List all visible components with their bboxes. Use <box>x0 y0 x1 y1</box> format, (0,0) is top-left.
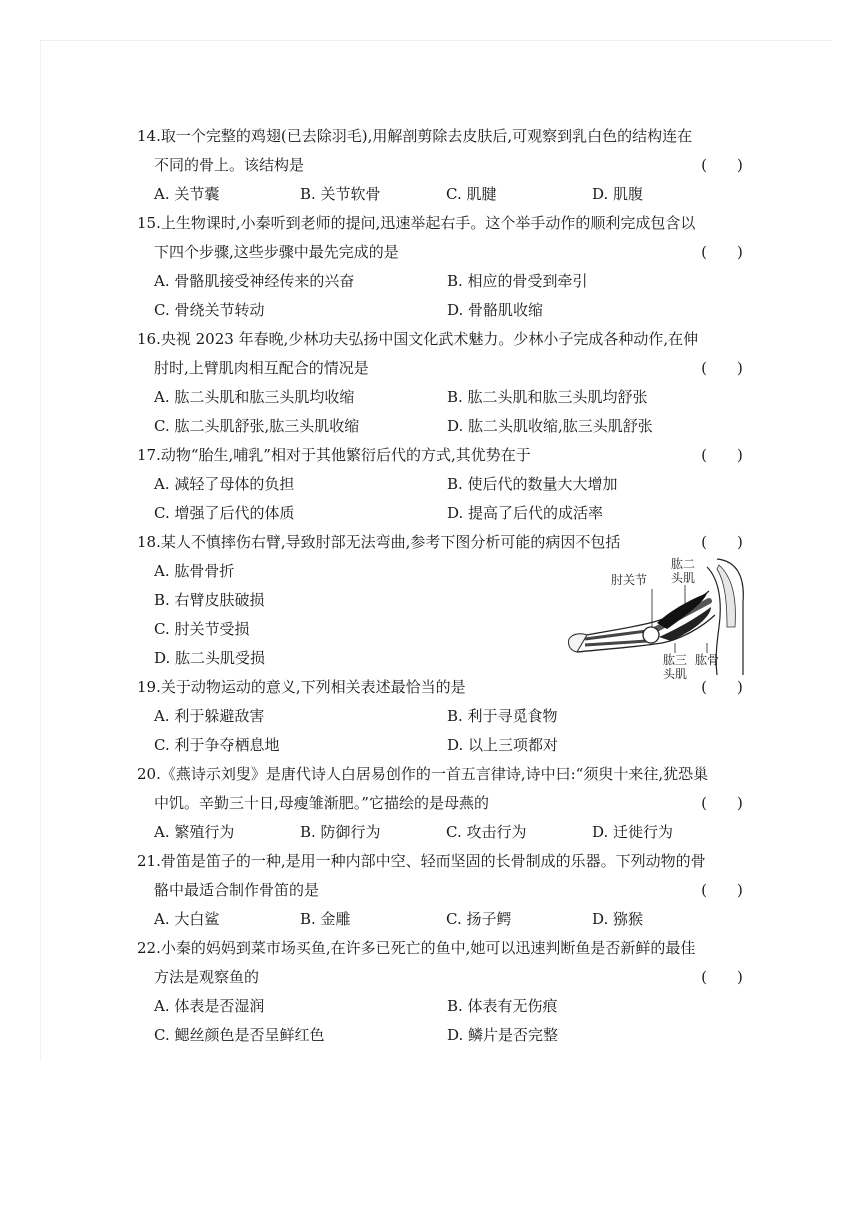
question-stem-line: 中饥。辛勤三十日,母瘦雏渐肥。”它描绘的是母燕的 <box>154 794 489 812</box>
label-humerus: 肱骨 <box>695 653 720 667</box>
option-a: A. 肱骨骨折 <box>154 562 235 580</box>
answer-paren: ( ) <box>701 678 743 696</box>
label-triceps: 肱三 头肌 <box>663 653 688 681</box>
question-19-options-row-2 <box>137 731 747 760</box>
answer-paren: ( ) <box>701 881 743 899</box>
answer-paren: ( ) <box>701 968 743 986</box>
question-17-stem <box>137 441 747 470</box>
question-16 <box>137 325 747 441</box>
question-14-stem <box>137 122 747 151</box>
option-b: B. 肱二头肌和肱三头肌均舒张 <box>447 388 648 406</box>
question-stem-line: 动物“胎生,哺乳”相对于其他繁衍后代的方式,其优势在于 <box>160 446 531 464</box>
question-16-options-row-2 <box>137 412 747 441</box>
question-17-options-row-1 <box>137 470 747 499</box>
option-c: C. 利于争夺栖息地 <box>154 736 280 754</box>
answer-paren: ( ) <box>701 359 743 377</box>
option-a: A. 骨骼肌接受神经传来的兴奋 <box>154 272 355 290</box>
option-d: D. 提高了后代的成活率 <box>447 504 604 522</box>
question-22 <box>137 934 747 1050</box>
question-number: 15. <box>137 214 161 232</box>
question-15-stem-line-2 <box>137 238 747 267</box>
option-c: C. 鳃丝颜色是否呈鲜红色 <box>154 1026 325 1044</box>
question-stem-line: 骼中最适合制作骨笛的是 <box>154 881 320 899</box>
option-d: D. 鳞片是否完整 <box>447 1026 559 1044</box>
option-c: C. 骨绕关节转动 <box>154 301 265 319</box>
option-a: A. 肱二头肌和肱三头肌均收缩 <box>154 388 355 406</box>
option-b: B. 关节软骨 <box>300 185 381 203</box>
question-stem-line: 某人不慎摔伤右臂,导致肘部无法弯曲,参考下图分析可能的病因不包括 <box>160 533 621 551</box>
question-stem-line: 央视 2023 年春晚,少林功夫弘扬中国文化武术魅力。少林小子完成各种动作,在伸 <box>160 330 699 348</box>
label-biceps: 肱二 头肌 <box>671 557 696 585</box>
question-18-stem <box>137 528 747 557</box>
option-a: A. 体表是否湿润 <box>154 997 265 1015</box>
question-number: 16. <box>137 330 161 348</box>
option-b: B. 利于寻觅食物 <box>447 707 558 725</box>
question-stem-line: 《燕诗示刘叟》是唐代诗人白居易创作的一首五言律诗,诗中曰:“须臾十来往,犹恐巢 <box>160 765 709 783</box>
answer-paren: ( ) <box>701 243 743 261</box>
option-d: D. 肱二头肌受损 <box>154 649 266 667</box>
question-21 <box>137 847 747 934</box>
question-22-stem <box>137 934 747 963</box>
option-c: C. 扬子鳄 <box>446 910 512 928</box>
question-number: 22. <box>137 939 161 957</box>
question-17 <box>137 441 747 528</box>
question-17-options-row-2 <box>137 499 747 528</box>
question-number: 19. <box>137 678 161 696</box>
answer-paren: ( ) <box>701 533 743 551</box>
option-b: B. 体表有无伤痕 <box>447 997 558 1015</box>
option-d: D. 猕猴 <box>592 910 644 928</box>
question-number: 21. <box>137 852 161 870</box>
option-a: A. 繁殖行为 <box>154 823 235 841</box>
question-14 <box>137 122 747 209</box>
option-d: D. 肱二头肌收缩,肱三头肌舒张 <box>447 417 653 435</box>
question-stem-line: 肘时,上臂肌肉相互配合的情况是 <box>154 359 369 377</box>
question-19 <box>137 673 747 760</box>
question-16-stem <box>137 325 747 354</box>
option-b: B. 防御行为 <box>300 823 381 841</box>
question-stem-line: 上生物课时,小秦听到老师的提问,迅速举起右手。这个举手动作的顺利完成包含以 <box>160 214 696 232</box>
option-c: C. 增强了后代的体质 <box>154 504 295 522</box>
option-c: C. 肘关节受损 <box>154 620 250 638</box>
question-stem-line: 取一个完整的鸡翅(已去除羽毛),用解剖剪除去皮肤后,可观察到乳白色的结构连在 <box>160 127 693 145</box>
option-d: D. 骨骼肌收缩 <box>447 301 544 319</box>
question-number: 17. <box>137 446 161 464</box>
exam-content <box>137 122 747 1050</box>
question-stem-line: 不同的骨上。该结构是 <box>154 156 305 174</box>
question-15 <box>137 209 747 325</box>
option-a: A. 减轻了母体的负担 <box>154 475 295 493</box>
question-number: 20. <box>137 765 161 783</box>
option-c: C. 攻击行为 <box>446 823 527 841</box>
question-20 <box>137 760 747 847</box>
question-20-options <box>137 818 747 847</box>
answer-paren: ( ) <box>701 446 743 464</box>
question-stem-line: 骨笛是笛子的一种,是用一种内部中空、轻而坚固的长骨制成的乐器。下列动物的骨 <box>160 852 706 870</box>
arm-diagram-svg <box>567 557 747 677</box>
question-stem-line: 小秦的妈妈到菜市场买鱼,在许多已死亡的鱼中,她可以迅速判断鱼是否新鲜的最佳 <box>160 939 696 957</box>
option-a: A. 大白鲨 <box>154 910 220 928</box>
option-a: A. 关节囊 <box>154 185 220 203</box>
option-b: B. 相应的骨受到牵引 <box>447 272 588 290</box>
question-stem-line: 方法是观察鱼的 <box>154 968 260 986</box>
question-22-stem-line-2 <box>137 963 747 992</box>
question-16-stem-line-2 <box>137 354 747 383</box>
answer-paren: ( ) <box>701 156 743 174</box>
question-14-stem-line-2 <box>137 151 747 180</box>
option-c: C. 肌腱 <box>446 185 497 203</box>
option-c: C. 肱二头肌舒张,肱三头肌收缩 <box>154 417 360 435</box>
question-20-stem <box>137 760 747 789</box>
question-14-options <box>137 180 747 209</box>
option-b: B. 金雕 <box>300 910 351 928</box>
question-21-stem-line-2 <box>137 876 747 905</box>
question-number: 14. <box>137 127 161 145</box>
question-21-stem <box>137 847 747 876</box>
option-d: D. 迁徙行为 <box>592 823 674 841</box>
option-a: A. 利于躲避敌害 <box>154 707 265 725</box>
question-18-body <box>137 557 747 681</box>
question-15-options-row-2 <box>137 296 747 325</box>
option-b: B. 使后代的数量大大增加 <box>447 475 618 493</box>
question-19-stem <box>137 673 747 702</box>
option-d: D. 肌腹 <box>592 185 644 203</box>
question-15-options-row-1 <box>137 267 747 296</box>
question-stem-line: 下四个步骤,这些步骤中最先完成的是 <box>154 243 399 261</box>
label-elbow-joint: 肘关节 <box>611 573 648 587</box>
question-15-stem <box>137 209 747 238</box>
question-19-options-row-1 <box>137 702 747 731</box>
question-16-options-row-1 <box>137 383 747 412</box>
option-b: B. 右臂皮肤破损 <box>154 591 265 609</box>
arm-muscle-diagram <box>567 557 747 681</box>
question-number: 18. <box>137 533 161 551</box>
question-stem-line: 关于动物运动的意义,下列相关表述最恰当的是 <box>160 678 466 696</box>
question-18 <box>137 528 747 681</box>
question-20-stem-line-2 <box>137 789 747 818</box>
question-22-options-row-2 <box>137 1021 747 1050</box>
answer-paren: ( ) <box>701 794 743 812</box>
question-21-options <box>137 905 747 934</box>
question-22-options-row-1 <box>137 992 747 1021</box>
option-d: D. 以上三项都对 <box>447 736 559 754</box>
